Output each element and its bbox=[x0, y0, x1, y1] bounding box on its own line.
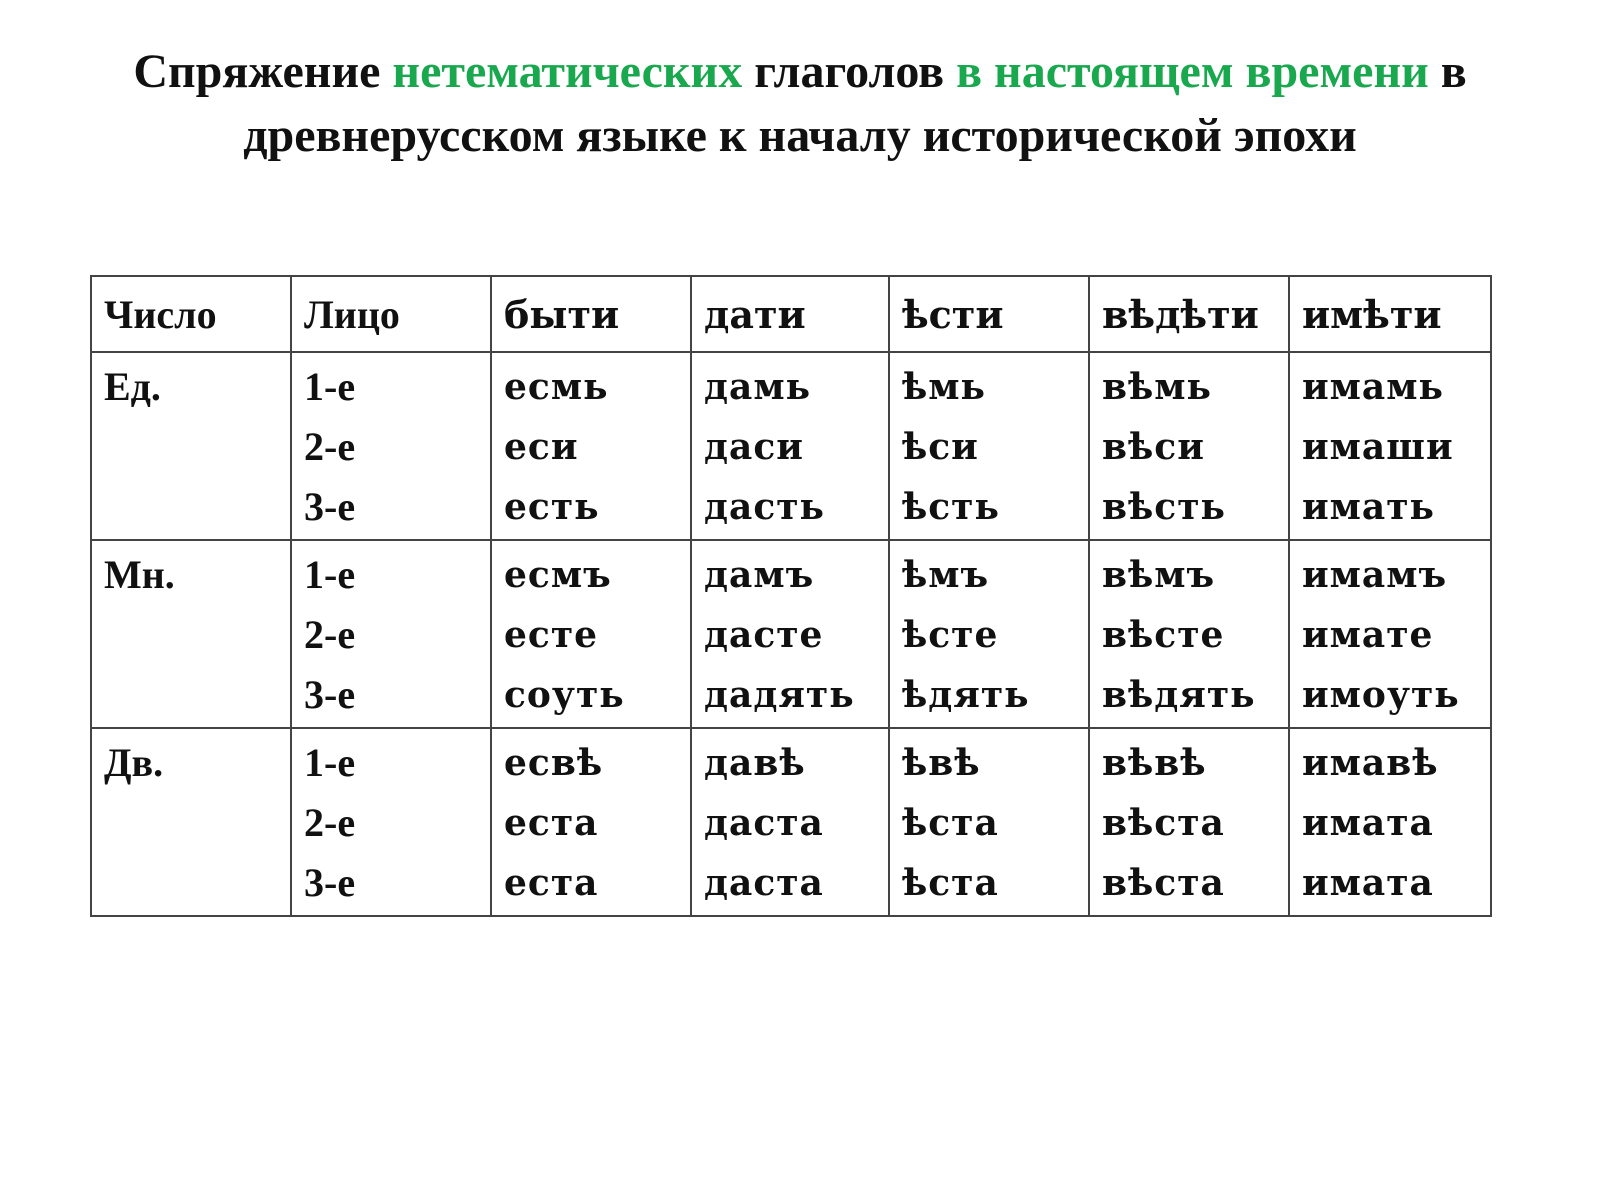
header-number: Число bbox=[91, 276, 291, 352]
table-row-singular bbox=[91, 352, 1491, 540]
verb-form: есмъ bbox=[504, 554, 612, 596]
header-verb-dati: дати bbox=[691, 276, 889, 352]
verb-form: есвѣ bbox=[504, 742, 604, 784]
verb-form: дамъ bbox=[704, 554, 815, 596]
verb-form: дадять bbox=[704, 674, 855, 716]
person-label: 1-е bbox=[304, 364, 356, 409]
number-cell bbox=[91, 728, 291, 916]
person-label: 3-е bbox=[304, 484, 356, 529]
forms-cell-esti bbox=[889, 540, 1089, 728]
title-part-2: нетематических bbox=[392, 45, 743, 98]
person-cell bbox=[291, 728, 491, 916]
verb-form: ѣвѣ bbox=[901, 742, 981, 784]
header-row bbox=[91, 276, 1491, 352]
verb-form: вѣста bbox=[1101, 802, 1225, 844]
verb-form: имата bbox=[1301, 802, 1434, 844]
forms-cell-imeti bbox=[1289, 540, 1491, 728]
verb-form: давѣ bbox=[704, 742, 806, 784]
verb-form: есмь bbox=[504, 366, 609, 408]
verb-form: соуть bbox=[504, 674, 625, 716]
number-label: Ед. bbox=[104, 364, 161, 409]
forms-cell-dati bbox=[691, 728, 889, 916]
verb-form: вѣсте bbox=[1101, 614, 1225, 656]
person-label: 3-е bbox=[304, 672, 356, 717]
title-part-1: Спряжение bbox=[133, 45, 393, 98]
verb-form: вѣси bbox=[1101, 426, 1205, 468]
forms-cell-byti bbox=[491, 728, 691, 916]
forms-cell-byti bbox=[491, 540, 691, 728]
verb-form: ѣста bbox=[901, 862, 999, 904]
forms-cell-dati bbox=[691, 352, 889, 540]
verb-form: имать bbox=[1301, 486, 1435, 528]
table-row-plural bbox=[91, 540, 1491, 728]
header-verb-esti: ѣсти bbox=[889, 276, 1089, 352]
person-label: 2-е bbox=[304, 424, 356, 469]
verb-form: ѣсть bbox=[901, 486, 1000, 528]
table-row-dual bbox=[91, 728, 1491, 916]
verb-form: еста bbox=[504, 802, 599, 844]
verb-form: дасте bbox=[704, 614, 824, 656]
title-part-4: в настоящем времени bbox=[956, 45, 1429, 98]
verb-form: имавѣ bbox=[1301, 742, 1439, 784]
forms-cell-esti bbox=[889, 352, 1089, 540]
verb-form: вѣмъ bbox=[1101, 554, 1216, 596]
verb-form: даста bbox=[704, 862, 824, 904]
forms-cell-byti bbox=[491, 352, 691, 540]
conjugation-table bbox=[90, 275, 1492, 917]
verb-form: даста bbox=[704, 802, 824, 844]
forms-cell-imeti bbox=[1289, 728, 1491, 916]
title-part-5: в древнерусском языке к началу исторической эпохи bbox=[243, 45, 1467, 162]
number-cell bbox=[91, 540, 291, 728]
verb-form: даси bbox=[704, 426, 804, 468]
number-cell bbox=[91, 352, 291, 540]
forms-cell-dati bbox=[691, 540, 889, 728]
verb-form: ѣси bbox=[901, 426, 979, 468]
person-label: 2-е bbox=[304, 800, 356, 845]
verb-form: дасть bbox=[704, 486, 825, 528]
header-verb-imeti: имѣти bbox=[1289, 276, 1491, 352]
number-label: Дв. bbox=[104, 740, 164, 785]
verb-form: имамъ bbox=[1301, 554, 1448, 596]
person-cell bbox=[291, 352, 491, 540]
forms-cell-vedeti bbox=[1089, 728, 1289, 916]
verb-form: ѣмъ bbox=[901, 554, 990, 596]
forms-cell-vedeti bbox=[1089, 352, 1289, 540]
verb-form: дамь bbox=[704, 366, 812, 408]
person-label: 3-е bbox=[304, 860, 356, 905]
verb-form: ѣмь bbox=[901, 366, 986, 408]
person-label: 1-е bbox=[304, 740, 356, 785]
page-title bbox=[110, 40, 1490, 168]
header-verb-byti: быти bbox=[491, 276, 691, 352]
title-part-3: глаголов bbox=[742, 45, 957, 98]
verb-form: имоуть bbox=[1301, 674, 1460, 716]
verb-form: вѣдять bbox=[1101, 674, 1256, 716]
verb-form: вѣсть bbox=[1101, 486, 1226, 528]
verb-form: ѣста bbox=[901, 802, 999, 844]
person-label: 2-е bbox=[304, 612, 356, 657]
verb-form: имамь bbox=[1301, 366, 1444, 408]
verb-form: имаши bbox=[1301, 426, 1454, 468]
person-label: 1-е bbox=[304, 552, 356, 597]
verb-form: есть bbox=[504, 486, 600, 528]
verb-form: ѣдять bbox=[901, 674, 1030, 716]
forms-cell-esti bbox=[889, 728, 1089, 916]
verb-form: ѣсте bbox=[901, 614, 999, 656]
verb-form: имате bbox=[1301, 614, 1434, 656]
verb-form: есте bbox=[504, 614, 599, 656]
header-person: Лицо bbox=[291, 276, 491, 352]
verb-form: еста bbox=[504, 862, 599, 904]
forms-cell-vedeti bbox=[1089, 540, 1289, 728]
header-verb-vedeti: вѣдѣти bbox=[1089, 276, 1289, 352]
verb-form: вѣвѣ bbox=[1101, 742, 1207, 784]
verb-form: еси bbox=[504, 426, 579, 468]
person-cell bbox=[291, 540, 491, 728]
forms-cell-imeti bbox=[1289, 352, 1491, 540]
verb-form: имата bbox=[1301, 862, 1434, 904]
number-label: Мн. bbox=[104, 552, 175, 597]
verb-form: вѣста bbox=[1101, 862, 1225, 904]
verb-form: вѣмь bbox=[1101, 366, 1212, 408]
